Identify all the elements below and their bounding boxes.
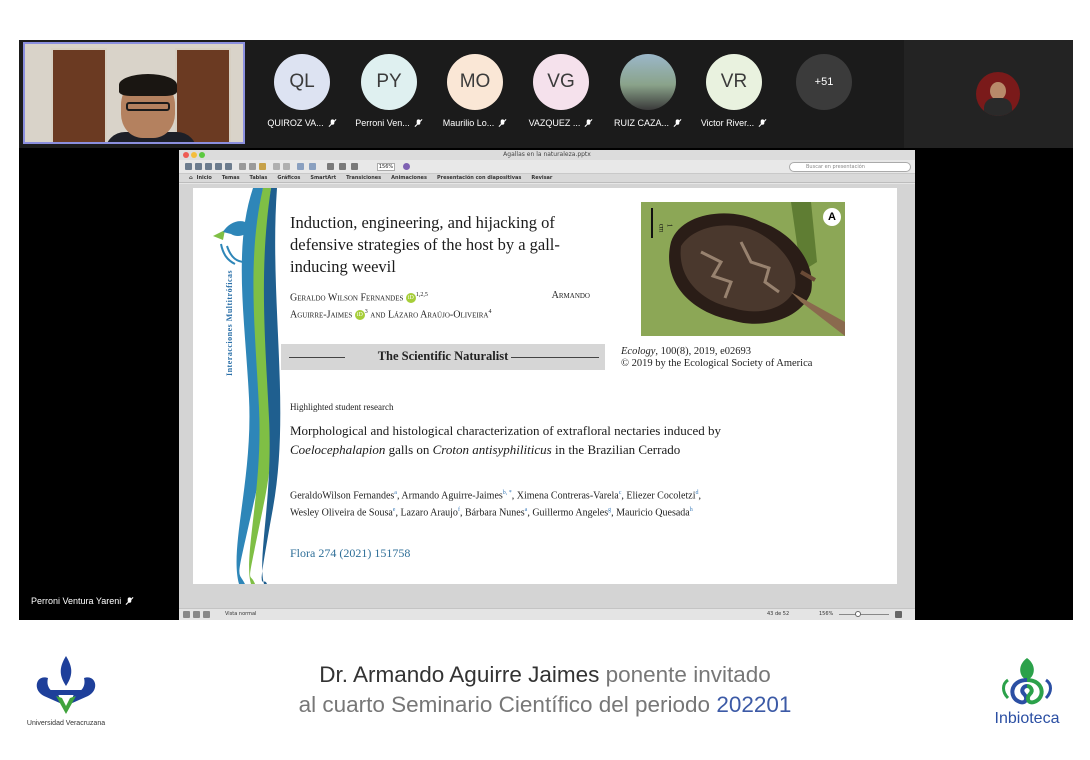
help-icon[interactable] — [403, 163, 410, 170]
participant-name-row — [430, 118, 520, 128]
undo-icon[interactable] — [273, 163, 280, 170]
open-file-icon[interactable] — [205, 163, 212, 170]
paper2-title-part: in the Brazilian Cerrado — [551, 441, 681, 457]
ribbon-tab[interactable]: Inicio — [196, 175, 212, 181]
uv-emblem — [18, 652, 114, 718]
zoom-level-box[interactable]: 156% — [378, 164, 394, 170]
muted-mic-icon — [414, 118, 423, 128]
participant-name-row — [344, 118, 434, 128]
slide-decor-banner — [193, 188, 281, 584]
zoom-meeting-window — [19, 40, 1073, 620]
participant-tile[interactable] — [603, 48, 693, 138]
paper2-author: , Eliezer Cocoletzi — [621, 490, 696, 502]
participant-avatar: QL — [274, 54, 330, 110]
ribbon-tab[interactable]: Animaciones — [391, 175, 427, 181]
save-icon[interactable] — [215, 163, 222, 170]
participant-name: Maurilio Lo... — [442, 118, 495, 128]
paper2-citation[interactable]: Flora 274 (2021) 151758 — [290, 546, 411, 560]
speaker-name: Dr. Armando Aguirre Jaimes — [319, 662, 600, 687]
band-line-right — [511, 357, 599, 358]
journal-copyright: © 2019 by the Ecological Society of America — [621, 358, 813, 369]
participant-name: Perroni Ven... — [355, 118, 410, 128]
paper2-author: , Ximena Contreras-Varela — [511, 490, 619, 502]
paper2-author: , Wesley Oliveira de Sousa — [290, 490, 701, 519]
ribbon-tab[interactable]: Temas — [221, 175, 240, 181]
paper1-authors — [290, 288, 590, 323]
paper2-author-affiliation[interactable]: h — [689, 507, 693, 514]
participant-avatar: VG — [533, 54, 589, 110]
caption-line1 — [200, 660, 890, 690]
ribbon-tab[interactable]: SmartArt — [310, 175, 337, 181]
video-door-right — [175, 48, 231, 144]
redo-icon[interactable] — [283, 163, 290, 170]
search-input[interactable]: Buscar en presentación — [789, 162, 911, 172]
paper2-author-affiliation[interactable]: b, * — [502, 490, 512, 496]
paste-icon[interactable] — [259, 163, 266, 170]
participant-tile[interactable] — [344, 48, 434, 138]
ribbon-tab[interactable]: Revisar — [531, 175, 553, 181]
normal-view-icon[interactable] — [183, 611, 190, 618]
slide-counter: 43 de 52 — [767, 611, 790, 617]
paper1-author-armando: Armando — [551, 290, 590, 301]
fit-window-icon[interactable] — [895, 611, 902, 618]
slide — [193, 188, 897, 584]
zoom-slider[interactable] — [839, 614, 889, 615]
participant-tile[interactable] — [257, 48, 347, 138]
paper1-author-sup: 4 — [488, 309, 492, 316]
brand-text: Interacciones Multitróficas — [225, 269, 234, 376]
participant-name: QUIROZ VA... — [267, 118, 324, 128]
journal-citation — [621, 346, 812, 358]
participant-avatar: MO — [447, 54, 503, 110]
participant-tile[interactable] — [430, 48, 520, 138]
participant-name-row — [257, 118, 347, 128]
status-zoom: 156% — [819, 611, 834, 617]
caption-event: al cuarto Seminario Científico del periodo — [298, 692, 717, 717]
scale-label: 1 cm — [657, 223, 674, 233]
paper2-title-species: Croton antisyphiliticus — [432, 441, 552, 457]
paper1-title: Induction, engineering, and hijacking of defensive strategies of the host by a gall-inducing weevil — [290, 213, 560, 276]
paper2-title-genus: Coelocephalapion — [290, 441, 386, 457]
shapes-icon[interactable] — [297, 163, 304, 170]
participant-avatar: PY — [361, 54, 417, 110]
gall-photo — [641, 202, 845, 336]
paper1-author-fernandes: Geraldo Wilson Fernandes — [290, 292, 404, 304]
video-door-left — [51, 48, 107, 144]
zoom-slider-thumb[interactable] — [855, 611, 861, 617]
caption-role: ponente invitado — [599, 662, 771, 687]
participant-name-row — [689, 118, 779, 128]
copy-icon[interactable] — [249, 163, 256, 170]
participant-name-row — [603, 118, 693, 128]
paper2-author: GeraldoWilson Fernandes — [290, 490, 395, 502]
ribbon-tab[interactable]: Presentación con diapositivas — [436, 175, 522, 181]
paper2-category: Highlighted student research — [290, 402, 394, 412]
paper2-author-affiliation[interactable]: a — [524, 507, 528, 514]
paper1-author-araujo: and Lázaro Araújo-Oliveira — [370, 309, 489, 321]
paper2-author-affiliation[interactable]: a — [394, 490, 397, 496]
media-icon[interactable] — [351, 163, 358, 170]
photo-panel-label: A — [823, 208, 841, 226]
paper2-author: , Guillermo Angeles — [527, 507, 609, 519]
sorter-view-icon[interactable] — [193, 611, 200, 618]
section-band — [281, 344, 605, 370]
participant-tile[interactable] — [689, 48, 779, 138]
inbioteca-label: Inbioteca — [994, 710, 1060, 727]
muted-mic-icon — [125, 596, 134, 606]
journal-info — [621, 346, 812, 370]
paper1-author-sup: 1,2,5 — [415, 292, 428, 298]
uv-logo — [18, 652, 114, 732]
participant-avatar — [620, 54, 676, 110]
journal-volume: , 100(8), 2019, e02693 — [655, 346, 752, 357]
more-participants-button[interactable]: +51 — [796, 54, 852, 110]
view-label: Vista normal — [225, 611, 257, 617]
home-icon[interactable]: ⌂ — [189, 175, 193, 181]
paper2-author-affiliation[interactable]: e — [392, 507, 396, 514]
sidebar-icon[interactable] — [327, 163, 334, 170]
notes-view-icon[interactable] — [203, 611, 210, 618]
muted-mic-icon — [758, 118, 767, 128]
paper1-authors-line1 — [290, 288, 590, 305]
participant-name: VAZQUEZ ... — [528, 118, 581, 128]
participant-name: RUIZ CAZA... — [613, 118, 669, 128]
paper1-authors-line2 — [290, 305, 590, 322]
table-icon[interactable] — [309, 163, 316, 170]
paper2-author: , Armando Aguirre-Jaimes — [396, 490, 503, 502]
paper2-title-part: Morphological and histological characterization of extrafloral nectaries induced by — [290, 423, 721, 438]
paper2-author: , Lazaro Araujo — [395, 507, 458, 519]
paper2-title-part: galls on — [385, 441, 433, 457]
muted-mic-icon — [498, 118, 507, 128]
presenter-name: Perroni Ventura Yareni — [31, 596, 122, 606]
inbioteca-logo — [980, 652, 1074, 732]
speaker-glasses — [126, 102, 170, 111]
participant-tile[interactable] — [516, 48, 606, 138]
active-speaker-video[interactable] — [23, 42, 245, 144]
paper2-author-affiliation[interactable]: d — [695, 490, 699, 496]
screen-share-area — [19, 148, 1073, 620]
section-title: The Scientific Naturalist — [377, 349, 509, 363]
ppt-statusbar — [179, 608, 915, 620]
orcid-icon[interactable]: iD — [356, 312, 363, 319]
presenter-name-tag — [31, 596, 134, 606]
ribbon-tab[interactable]: Transiciones — [346, 175, 382, 181]
slide-canvas — [179, 184, 915, 610]
paper1-author-sup: 3 — [364, 309, 368, 316]
paper2-title — [290, 422, 770, 459]
caption-period: 202201 — [716, 692, 792, 717]
paper2-author-affiliation[interactable]: f — [457, 507, 460, 514]
participant-avatar: VR — [706, 54, 762, 110]
orcid-icon[interactable]: iD — [407, 295, 414, 302]
slideshow-icon[interactable] — [339, 163, 346, 170]
inbioteca-emblem — [980, 652, 1074, 710]
paper2-authors — [290, 486, 730, 521]
muted-mic-icon — [328, 118, 337, 128]
ppt-filename: Agallas en la naturaleza.pptx — [503, 151, 591, 158]
paper2-author-affiliation[interactable]: c — [618, 490, 622, 496]
uv-label: Universidad Veracruzana — [26, 720, 106, 727]
ribbon-tab[interactable]: Tablas — [249, 175, 268, 181]
paper1-author-aguirre: Aguirre-Jaimes — [290, 309, 353, 321]
print-icon[interactable] — [225, 163, 232, 170]
participant-name-row — [516, 118, 606, 128]
ribbon-tab[interactable]: Gráficos — [277, 175, 301, 181]
participant-strip — [19, 40, 1073, 148]
paper2-author: , Mauricio Quesada — [611, 507, 690, 519]
muted-mic-icon — [673, 118, 682, 128]
ppt-toolbar — [179, 160, 915, 174]
participant-video-thumbnail[interactable] — [976, 72, 1020, 116]
muted-mic-icon — [584, 118, 593, 128]
cut-icon[interactable] — [239, 163, 246, 170]
ppt-ribbon-tabs — [179, 174, 915, 183]
paper1-author-text — [290, 288, 428, 305]
gallery-icon[interactable] — [195, 163, 202, 170]
scale-bar — [649, 208, 674, 238]
side-video-area — [904, 40, 1073, 148]
powerpoint-window — [179, 150, 915, 620]
journal-name: Ecology — [621, 346, 656, 357]
paper2-author: , Bárbara Nunes — [459, 507, 525, 519]
gall-photo-image — [641, 202, 845, 336]
brand-vertical-text — [225, 269, 237, 376]
caption-line2 — [200, 690, 890, 720]
speaker-hair — [119, 74, 177, 96]
paper2-author-affiliation[interactable]: g — [608, 507, 612, 514]
event-caption — [200, 660, 890, 720]
ppt-titlebar — [179, 150, 915, 160]
new-file-icon[interactable] — [185, 163, 192, 170]
participant-name: Victor River... — [700, 118, 755, 128]
